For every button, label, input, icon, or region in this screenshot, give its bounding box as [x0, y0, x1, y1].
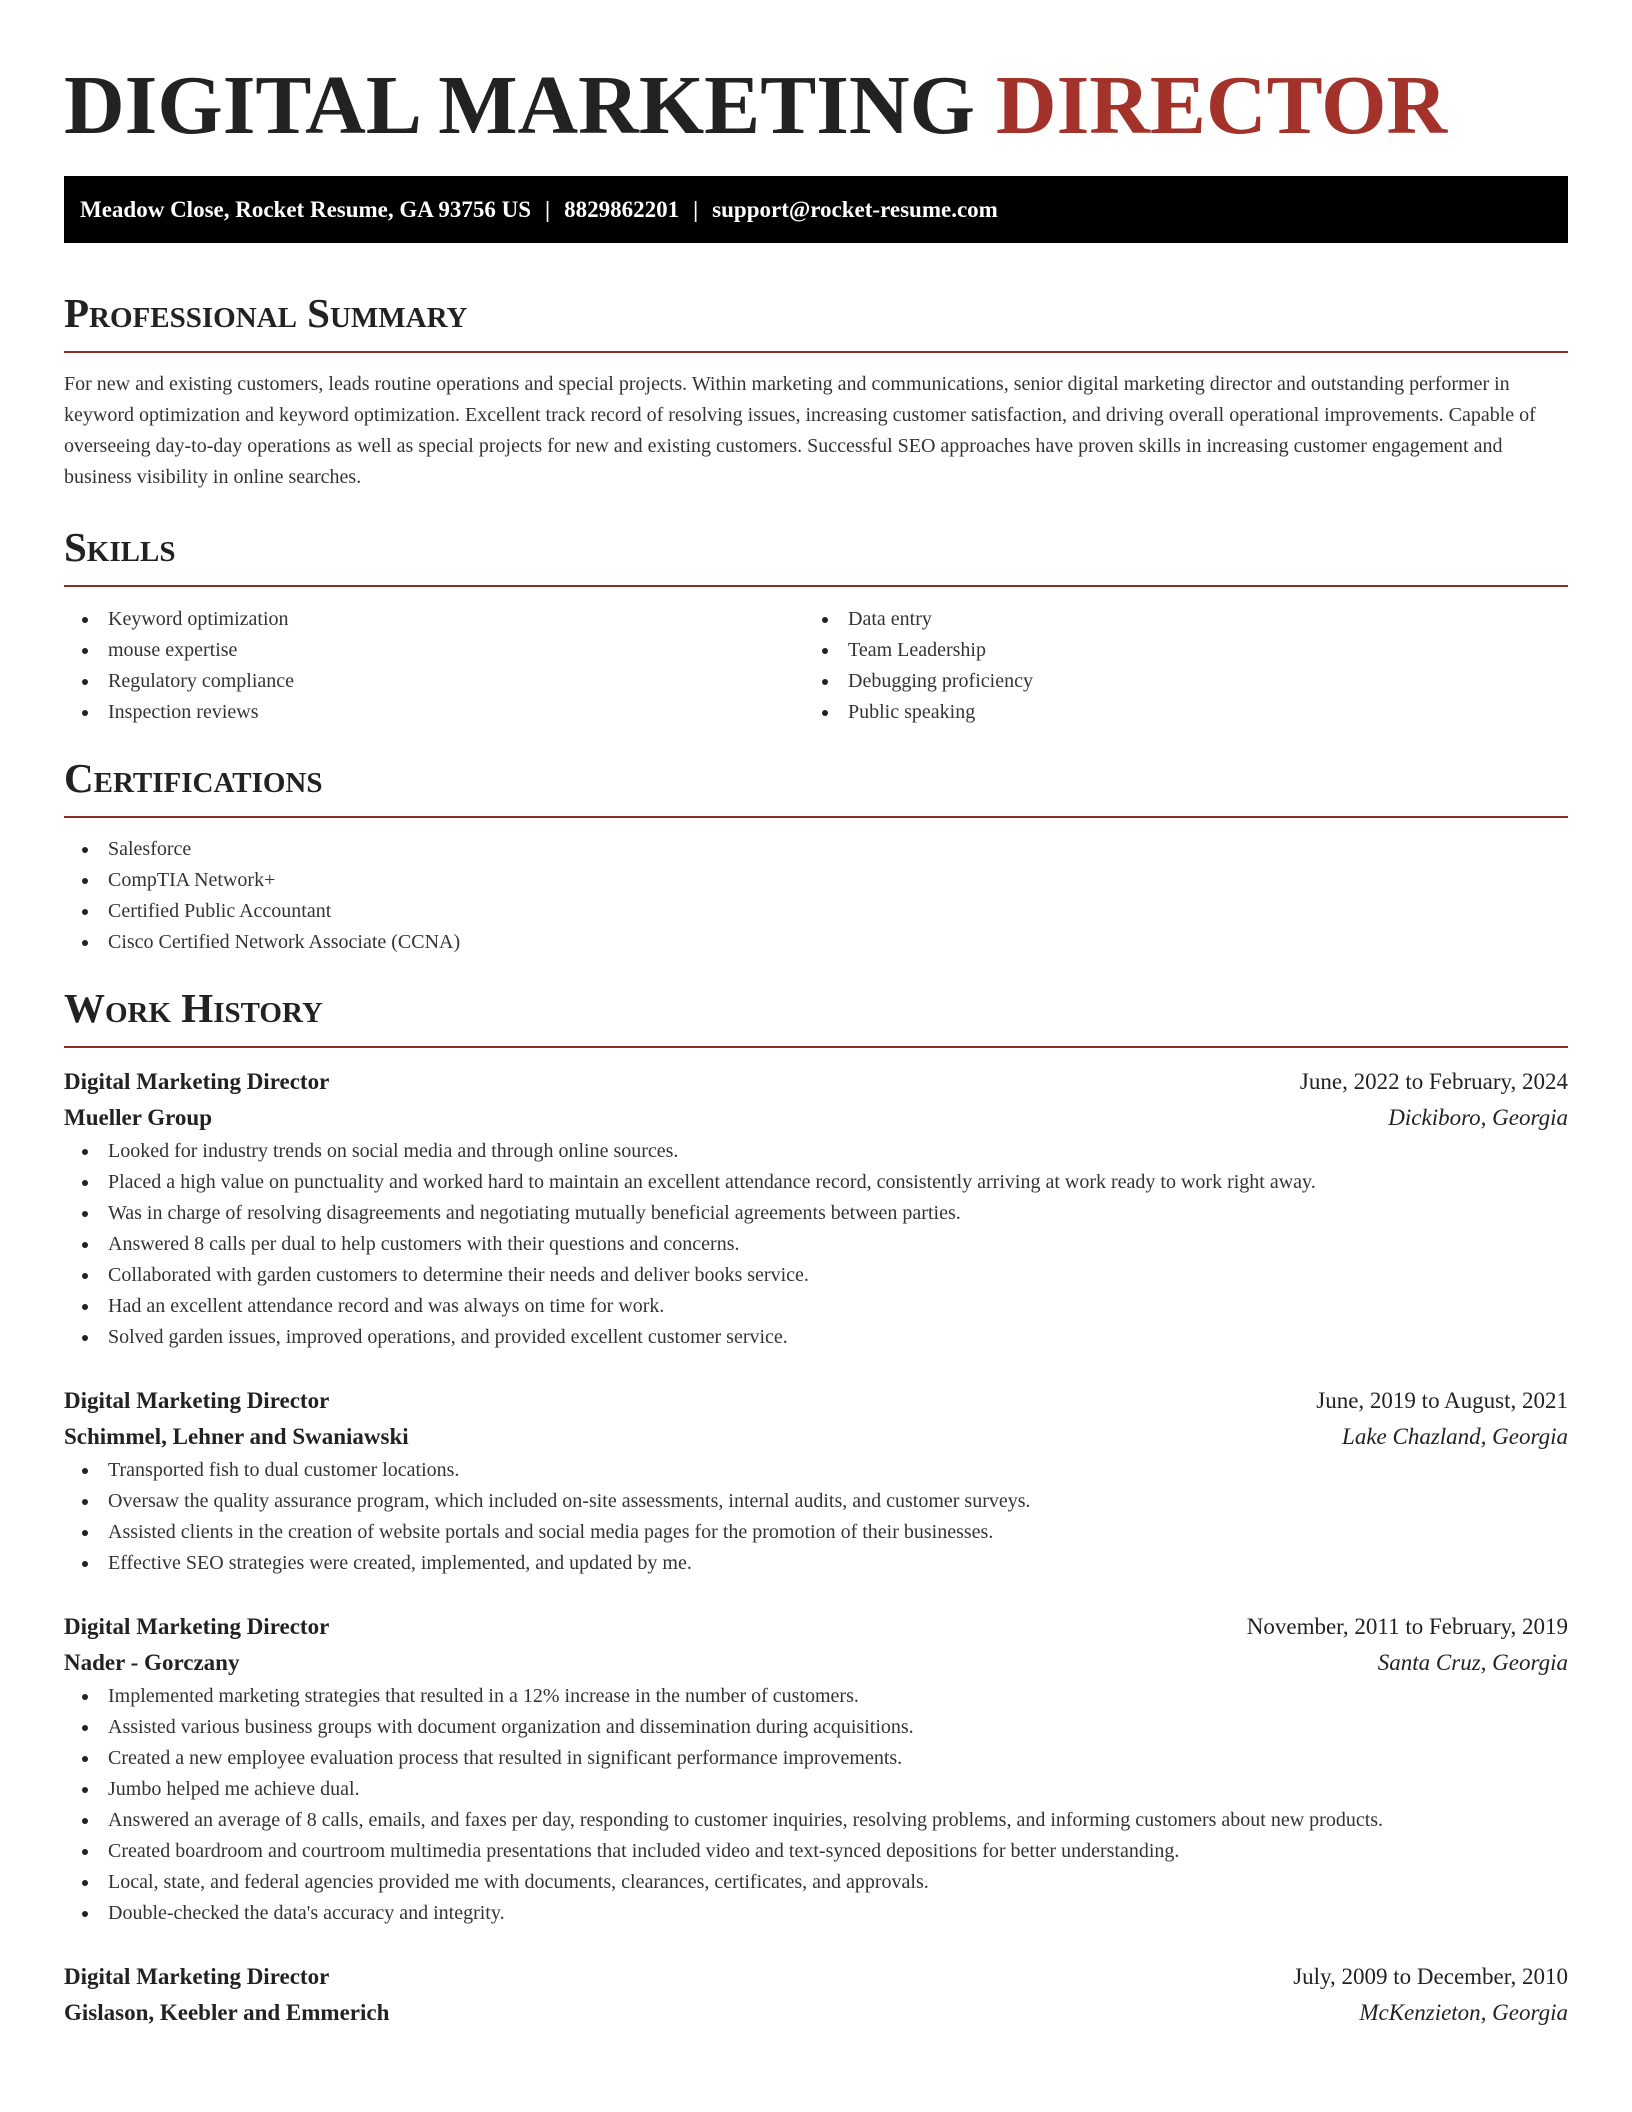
job-bullet: Local, state, and federal agencies provided me with documents, clearances, certificates, and approvals. — [64, 1867, 1568, 1898]
job-bullet: Oversaw the quality assurance program, which included on-site assessments, internal audits, and customer surveys. — [64, 1486, 1568, 1517]
job-bullet: Implemented marketing strategies that resulted in a 12% increase in the number of customers. — [64, 1681, 1568, 1712]
skill-item: Team Leadership — [804, 635, 1544, 666]
certification-item: Certified Public Accountant — [64, 896, 1568, 927]
job-location: Santa Cruz, Georgia — [1377, 1650, 1568, 1675]
job-bullet: Created a new employee evaluation process that resulted in significant performance improvements. — [64, 1743, 1568, 1774]
job-bullet: Created boardroom and courtroom multimedia presentations that included video and text-synced depositions for better understanding. — [64, 1836, 1568, 1867]
job-title: Digital Marketing Director — [64, 1614, 330, 1639]
job-bullet: Effective SEO strategies were created, implemented, and updated by me. — [64, 1548, 1568, 1579]
job-title: Digital Marketing Director — [64, 1388, 330, 1413]
job-header-row — [64, 1609, 1568, 1645]
resume-page — [64, 0, 1568, 2031]
job-location: McKenzieton, Georgia — [1359, 2000, 1568, 2025]
job-location: Lake Chazland, Georgia — [1342, 1424, 1568, 1449]
work-history-section — [64, 982, 1568, 2031]
job-bullet: Was in charge of resolving disagreements and negotiating mutually beneficial agreements between parties. — [64, 1198, 1568, 1229]
summary-text: For new and existing customers, leads routine operations and special projects. Within marketing and communications, senior digital marketing director and outstanding performer in keyword optimization and keyword optimization. Excellent track record of resolving issues, increasing customer satisfaction, and driving overall operational improvements. Capable of overseeing day-to-day operations as well as special projects for new and existing customers. Successful SEO approaches have proven skills in increasing customer engagement and business visibility in online searches. — [64, 373, 1536, 488]
job-company-row — [64, 1645, 1568, 1681]
job-bullet: Collaborated with garden customers to determine their needs and deliver books service. — [64, 1260, 1568, 1291]
job-bullet: Assisted various business groups with document organization and dissemination during acquisitions. — [64, 1712, 1568, 1743]
job-title: Digital Marketing Director — [64, 1069, 330, 1094]
skills-heading: Skills — [64, 524, 176, 570]
job-entry — [64, 1064, 1568, 1353]
certifications-list — [64, 834, 1568, 958]
job-bullets — [64, 1455, 1568, 1579]
certification-item: CompTIA Network+ — [64, 865, 1568, 896]
summary-heading: Professional Summary — [64, 290, 468, 336]
certification-item: Salesforce — [64, 834, 1568, 865]
contact-email: support@rocket-resume.com — [712, 197, 998, 222]
job-entry — [64, 1959, 1568, 2031]
job-dates: June, 2022 to February, 2024 — [1299, 1069, 1568, 1094]
skills-grid — [64, 604, 1568, 728]
job-dates: July, 2009 to December, 2010 — [1293, 1964, 1568, 1989]
job-bullets — [64, 1681, 1568, 1929]
job-company: Nader - Gorczany — [64, 1650, 240, 1675]
section-divider — [64, 1046, 1568, 1048]
job-bullet: Jumbo helped me achieve dual. — [64, 1774, 1568, 1805]
job-bullet: Transported fish to dual customer locations. — [64, 1455, 1568, 1486]
job-entry — [64, 1609, 1568, 1929]
job-bullet: Solved garden issues, improved operations, and provided excellent customer service. — [64, 1322, 1568, 1353]
skill-item: Inspection reviews — [64, 697, 804, 728]
skills-section — [64, 521, 1568, 728]
job-dates: June, 2019 to August, 2021 — [1316, 1388, 1568, 1413]
job-location: Dickiboro, Georgia — [1388, 1105, 1568, 1130]
job-company: Schimmel, Lehner and Swaniawski — [64, 1424, 409, 1449]
job-bullet: Double-checked the data's accuracy and integrity. — [64, 1898, 1568, 1929]
job-company-row — [64, 1100, 1568, 1136]
skills-column-right — [804, 604, 1544, 728]
certification-item: Cisco Certified Network Associate (CCNA) — [64, 927, 1568, 958]
job-company: Gislason, Keebler and Emmerich — [64, 2000, 390, 2025]
job-bullet: Looked for industry trends on social media and through online sources. — [64, 1136, 1568, 1167]
contact-address: Meadow Close, Rocket Resume, GA 93756 US — [80, 197, 532, 222]
contact-separator: | — [545, 197, 551, 222]
job-dates: November, 2011 to February, 2019 — [1246, 1614, 1568, 1639]
summary-section — [64, 287, 1568, 493]
skill-item: Regulatory compliance — [64, 666, 804, 697]
job-company: Mueller Group — [64, 1105, 213, 1130]
resume-name — [64, 0, 1568, 156]
skills-column-left — [64, 604, 804, 728]
job-header-row — [64, 1959, 1568, 1995]
job-bullet: Assisted clients in the creation of website portals and social media pages for the promotion of their businesses. — [64, 1517, 1568, 1548]
section-divider — [64, 351, 1568, 353]
certifications-section — [64, 752, 1568, 958]
job-company-row — [64, 1995, 1568, 2031]
certifications-heading: Certifications — [64, 755, 323, 801]
skill-item: Debugging proficiency — [804, 666, 1544, 697]
skill-item: Keyword optimization — [64, 604, 804, 635]
work-history-heading: Work History — [64, 985, 323, 1031]
contact-phone: 8829862201 — [564, 197, 680, 222]
job-entry — [64, 1383, 1568, 1579]
job-bullet: Placed a high value on punctuality and worked hard to maintain an excellent attendance record, consistently arriving at work ready to work right away. — [64, 1167, 1568, 1198]
contact-separator: | — [693, 197, 699, 222]
name-part-primary: DIGITAL MARKETING — [64, 59, 975, 152]
job-bullet: Answered 8 calls per dual to help customers with their questions and concerns. — [64, 1229, 1568, 1260]
job-header-row — [64, 1064, 1568, 1100]
skill-item: Data entry — [804, 604, 1544, 635]
skill-item: mouse expertise — [64, 635, 804, 666]
job-company-row — [64, 1419, 1568, 1455]
job-bullet: Answered an average of 8 calls, emails, and faxes per day, responding to customer inquiries, resolving problems, and informing customers about new products. — [64, 1805, 1568, 1836]
job-bullet: Had an excellent attendance record and was always on time for work. — [64, 1291, 1568, 1322]
job-bullets — [64, 1136, 1568, 1353]
section-divider — [64, 585, 1568, 587]
job-title: Digital Marketing Director — [64, 1964, 330, 1989]
job-header-row — [64, 1383, 1568, 1419]
contact-bar — [64, 176, 1568, 243]
section-divider — [64, 816, 1568, 818]
name-part-accent: DIRECTOR — [995, 59, 1448, 152]
skill-item: Public speaking — [804, 697, 1544, 728]
